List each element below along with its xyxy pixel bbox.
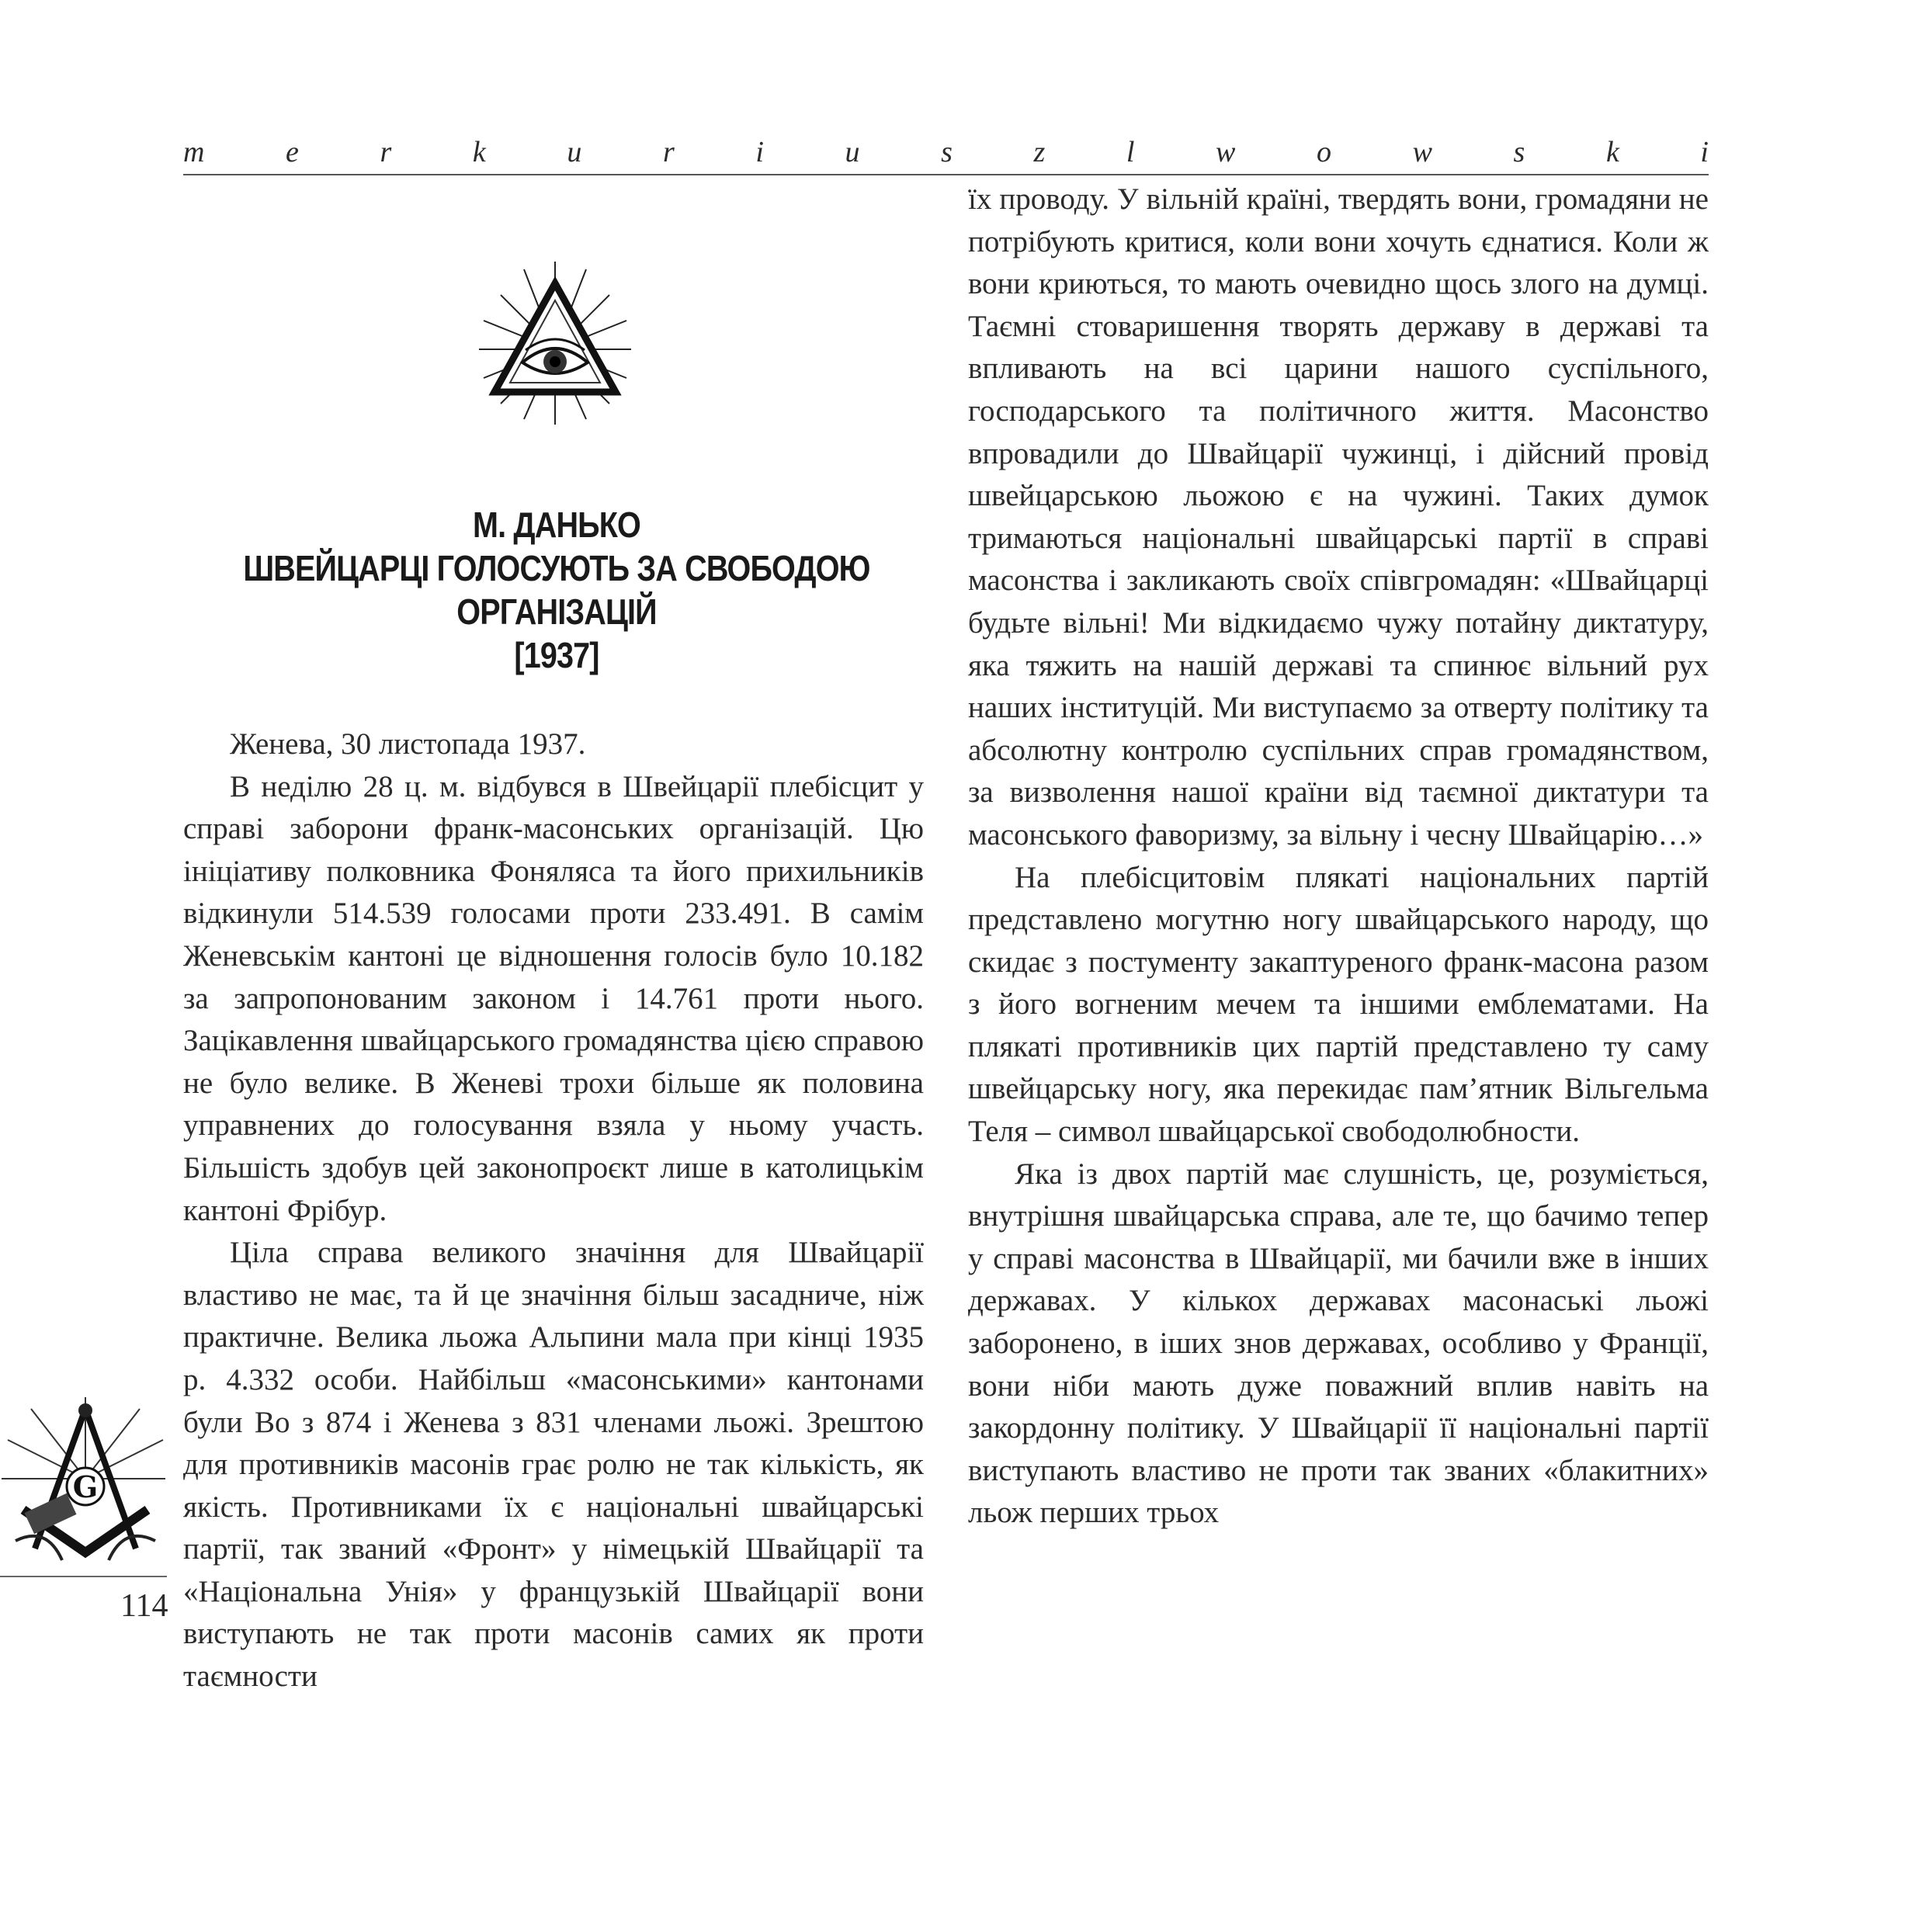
header-letter: i — [755, 136, 764, 168]
header-letter: l — [1126, 136, 1135, 168]
header-letter: w — [1412, 136, 1432, 168]
article-author: М. ДАНЬКО — [473, 505, 640, 545]
body-paragraph: їх проводу. У вільній країні, твердять вони, громадяни не потрібують критися, коли вони хочуть єднатися. Коли ж вони криються, то мають очевидно щось злого на думці. Таємні стоваришення творять державу в державі та впливають на всі царини нашого суспільного, господарського та політичного життя. Масонство впровадили до Швайцарії чужинці, і дійсний провід швейцарською льожою є на чужині. Таких думок тримаються національні швайцарські партії в справі масонства і закликають своїх співгромадян: «Швайцарці будьте вільні! Ми відкидаємо чужу потайну диктатуру, яка тяжить на нашій державі та спинює вільний рух наших інституцій. Ми виступаємо за отверту політику та абсолютну контролю суспільних справ громадянством, за визволення нашої країни від таємної диктатури та масонського фаворизму, за вільну і чесну Швайцарію…» — [968, 182, 1709, 852]
header-rule — [183, 174, 1709, 175]
article-title-line-1: ШВЕЙЦАРЦІ ГОЛОСУЮТЬ ЗА СВОБОДОЮ — [243, 548, 870, 588]
body-paragraph: Ціла справа великого значіння для Швайцарії властиво не має, та й це значіння більш засадниче, ніж практичне. Велика льожа Альпини мала при кінці 1935 р. 4.332 особи. Найбільш «масонськими» кантонами були Во з 874 і Женева з 831 членами льожі. Зрештою для противників масонів грає ролю не так кількість, як якість. Противниками їх є національні швайцарські партії, так званий «Фронт» у німецькій Швайцарії та «Національна Унія» у французькій Швайцарії вони виступають не так проти масонів самих як проти таємности — [183, 1236, 924, 1694]
all-seeing-eye-icon — [477, 260, 633, 427]
header-letter: e — [286, 136, 299, 168]
header-letter: w — [1216, 136, 1236, 168]
header-letter: o — [1317, 136, 1331, 168]
header-letter: m — [183, 136, 205, 168]
header-letter: r — [662, 136, 675, 168]
body-paragraph: На плебісцитовім плякаті національних партій представлено могутню ногу швайцарського народу, що скидає з постументу закаптуреного франк-масона разом з його вогненим мечем та іншими емблематами. На плякаті противників цих партій представлено ту саму швейцарську ногу, яка перекидає пам’ятник Вільгельма Теля – символ швайцарської свободолюбности. — [968, 860, 1709, 1149]
header-letter: r — [380, 136, 392, 168]
header-letter: k — [472, 136, 486, 168]
header-letter: z — [1033, 136, 1046, 168]
masonic-square-compass-icon — [0, 1393, 167, 1568]
header-letter: s — [1513, 136, 1525, 168]
header-letter: s — [941, 136, 953, 168]
right-text-column — [968, 179, 1709, 1535]
article-title-block — [183, 503, 930, 677]
article-year: [1937] — [514, 635, 599, 675]
header-letter: u — [567, 136, 582, 168]
body-paragraph: Яка із двох партій має слушність, це, розуміється, внутрішня швайцарська справа, але те, що бачимо тепер у справі масонства в Швайцарії, ми бачили вже в інших державах. У кількох державах масонаські льожі заборонено, в іших знов державах, особливо у Франції, вони ніби мають дуже поважний вплив навіть на закордонну політику. У Швайцарії її національні партії виступають властиво не проти так званих «блакитних» льож перших трьох — [968, 1157, 1709, 1530]
running-header — [183, 130, 1709, 174]
header-letter: i — [1700, 136, 1709, 168]
emblem-letter: G — [72, 1469, 99, 1504]
side-rule — [0, 1576, 167, 1577]
left-text-column — [183, 723, 924, 1698]
article-title-line-2: ОРГАНІЗАЦІЙ — [456, 591, 657, 632]
body-paragraph: В неділю 28 ц. м. відбувся в Швейцарії плебісцит у справі заборони франк-масонських організацій. Цю ініціативу полковника Фоняляса та його прихильників відкинули 514.539 голосами проти 233.491. В самім Женевськім кантоні це відношення голосів було 10.182 за запропонованим законом і 14.761 проти нього. Зацікавлення швайцарського громадянства цією справою не було велике. В Женеві трохи більше як половина управнених до голосування взяла у ньому участь. Більшість здобув цей законопроєкт лише в католицькім кантоні Фрібур. — [183, 769, 924, 1227]
page-number: 114 — [120, 1588, 168, 1624]
header-letter: u — [845, 136, 860, 168]
dateline-paragraph: Женева, 30 листопада 1937. — [230, 727, 586, 761]
header-letter: k — [1605, 136, 1619, 168]
